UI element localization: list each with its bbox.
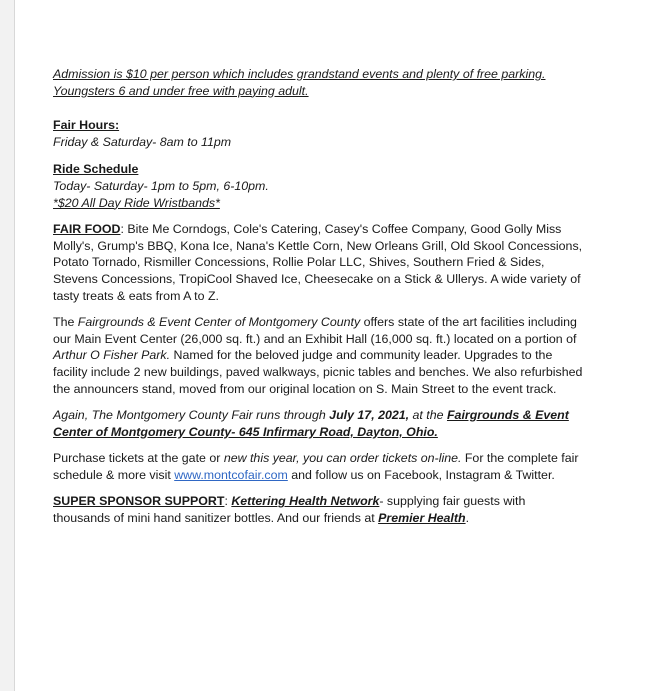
document-content <box>53 66 583 527</box>
sponsor-text: - supplying fair guests with thousands of mini hand sanitizer bottles. And our friends at <box>53 494 526 526</box>
document-page <box>14 0 671 691</box>
purchase-paragraph <box>53 450 583 483</box>
ride-schedule-text: Today- Saturday- 1pm to 5pm, 6-10pm. <box>53 178 269 193</box>
fair-hours-text: Friday & Saturday- 8am to 11pm <box>53 134 232 149</box>
fair-food-text: : Bite Me Corndogs, Cole's Catering, Casey's Coffee Company, Good Golly Miss Molly's, Grump's BBQ, Kona Ice, Nana's Kettle Corn, New Orleans Grill, Old Skool Concessions, Potato Tornado, Rismiller Concessions, Rollie Polar LLC, Shives, Southern Fried & Sides, Stevens Concessions, TropiCool Shaved Ice, Cheesecake on a Stick & Ullerys. A wide variety of tasty treats & eats from A to Z. <box>53 222 583 303</box>
sponsor-kettering: Kettering Health Network <box>231 494 380 509</box>
sponsor-premier: Premier Health <box>378 511 466 526</box>
sponsor-label: SUPER SPONSOR SUPPORT <box>53 494 225 509</box>
purchase-text-2: For the complete fair schedule & more visit <box>53 451 579 482</box>
fairgrounds-park: Arthur O Fisher Park. <box>53 348 171 363</box>
fair-food-label: FAIR FOOD <box>53 222 121 237</box>
sponsor-colon: : <box>224 494 232 509</box>
ride-wristbands-text: *$20 All Day Ride Wristbands* <box>53 195 220 210</box>
admission-paragraph <box>53 66 583 99</box>
fair-hours-section <box>53 117 583 150</box>
fair-food-paragraph <box>53 221 583 304</box>
fairgrounds-text-1: The <box>53 315 78 330</box>
purchase-text-3: and follow us on Facebook, Instagram & Twitter. <box>287 467 555 482</box>
ride-schedule-section <box>53 161 583 211</box>
purchase-new-text: new this year, you can order tickets on-line. <box>223 451 462 466</box>
montcofair-link[interactable]: www.montcofair.com <box>174 467 288 482</box>
again-date: July 17, 2021, <box>329 408 410 423</box>
fairgrounds-paragraph <box>53 314 583 397</box>
again-paragraph <box>53 407 583 440</box>
ride-schedule-heading: Ride Schedule <box>53 162 139 177</box>
again-text-2: at the <box>409 408 447 423</box>
again-location: Fairgrounds & Event Center of Montgomery County- 645 Infirmary Road, Dayton, Ohio. <box>53 408 569 439</box>
fairgrounds-text-3: Named for the beloved judge and community leader. Upgrades to the facility include 2 new buildings, paved walkways, picnic tables and benches. We also refurbished the announcers stand, moved from our original location on S. Main Street to the event track. <box>53 348 583 396</box>
sponsor-end: . <box>465 511 470 526</box>
fair-hours-heading: Fair Hours: <box>53 118 120 133</box>
admission-line-1: Admission is $10 per person which includes grandstand events and plenty of free parking. <box>53 67 546 81</box>
admission-line-2: Youngsters 6 and under free with paying adult. <box>53 83 309 98</box>
fairgrounds-name: Fairgrounds & Event Center of Montgomery County <box>77 315 361 330</box>
sponsor-paragraph <box>53 493 583 526</box>
purchase-text-1: Purchase tickets at the gate or <box>53 451 224 466</box>
fairgrounds-text-2: offers state of the art facilities including our Main Event Center (26,000 sq. ft.) and an Exhibit Hall (16,000 sq. ft.) located on a portion of <box>53 315 577 346</box>
again-text-1: Again, The Montgomery County Fair runs through <box>53 408 330 423</box>
